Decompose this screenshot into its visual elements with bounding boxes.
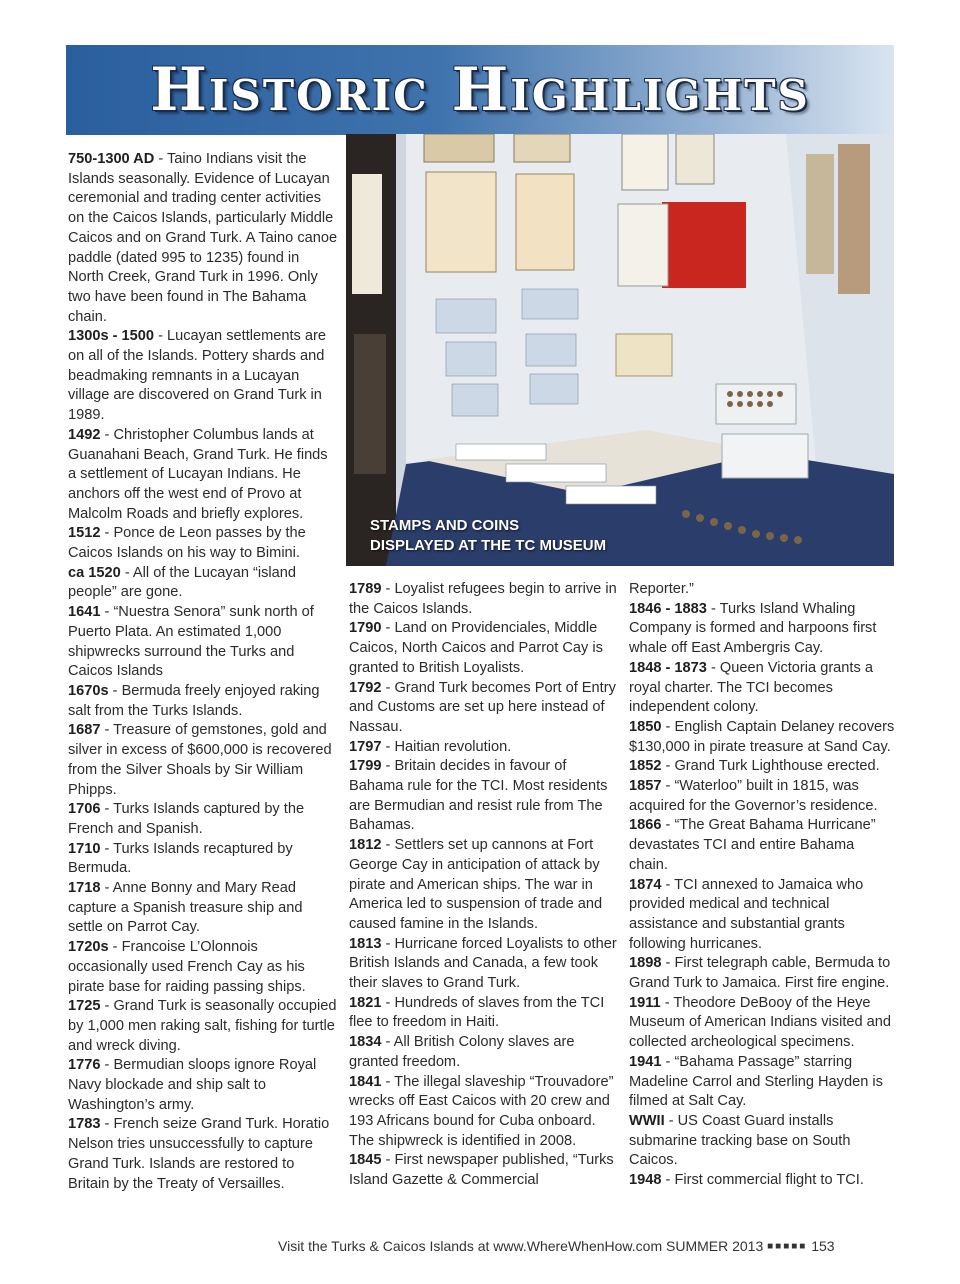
timeline-entry [68, 603, 338, 682]
timeline-entry [629, 1112, 897, 1171]
entry-year: 1725 [68, 998, 101, 1015]
entry-year: 1512 [68, 525, 101, 542]
timeline-entry [349, 1073, 617, 1152]
timeline-entry [349, 619, 617, 678]
museum-photo [346, 134, 894, 566]
timeline-entry [629, 600, 897, 659]
timeline-entry [349, 994, 617, 1033]
entry-year: 1670s [68, 682, 109, 699]
entry-text: - The illegal slaveship “Trouvadore” wrecks off East Caicos with 20 crew and 193 Africans bound for Cuba onboard. The shipwreck is identified in 2008. [349, 1073, 614, 1149]
timeline-entry [349, 935, 617, 994]
entry-text: - Lucayan settlements are on all of the Islands. Pottery shards and beadmaking remnants in a Lucayan village are discovered on Grand Turk in 1989. [68, 328, 326, 424]
entry-year: 1813 [349, 935, 382, 952]
entry-text: - First commercial flight to TCI. [661, 1172, 864, 1189]
timeline-entry [68, 1056, 338, 1115]
photo-caption [370, 516, 606, 556]
timeline-entry [349, 679, 617, 738]
timeline-entry [68, 564, 338, 603]
timeline-entry [629, 816, 897, 875]
timeline-entry [629, 580, 897, 600]
entry-year: 1857 [629, 778, 662, 795]
entry-year: 1898 [629, 955, 662, 972]
entry-year: 1841 [349, 1073, 382, 1090]
timeline-entry [629, 777, 897, 816]
entry-year: 1812 [349, 837, 382, 854]
entry-text: - All British Colony slaves are granted freedom. [349, 1034, 575, 1070]
entry-year: ca 1520 [68, 564, 121, 581]
entry-year: 1783 [68, 1116, 101, 1133]
footer-dots: ■■■■■ [767, 1241, 808, 1252]
entry-text: - Anne Bonny and Mary Read capture a Spanish treasure ship and settle on Parrot Cay. [68, 880, 303, 936]
entry-year: 1948 [629, 1172, 662, 1189]
entry-text: - Hurricane forced Loyalists to other British Islands and Canada, a few took their slaves to Grand Turk. [349, 935, 617, 992]
entry-year: 1846 - 1883 [629, 600, 707, 617]
timeline-entry [68, 150, 338, 327]
entry-text: Reporter.” [629, 581, 694, 597]
entry-text: - “Nuestra Senora” sunk north of Puerto Plata. An estimated 1,000 shipwrecks surround the Turks and Caicos Islands [68, 604, 314, 680]
entry-text: - All of the Lucayan “island people” are gone. [68, 564, 296, 601]
entry-text: - Settlers set up cannons at Fort George Cay in anticipation of attack by pirate and American ships. The war in America led to suspension of trade and caused famine in the Islands. [349, 837, 603, 932]
timeline-column-2 [349, 580, 617, 1191]
footer-text: Visit the Turks & Caicos Islands at www.WhereWhenHow.com SUMMER 2013 [278, 1238, 768, 1254]
entry-year: 1792 [349, 679, 382, 696]
entry-year: 1845 [349, 1152, 382, 1169]
entry-text: - Bermuda freely enjoyed raking salt from the Turks Islands. [68, 682, 320, 719]
timeline-column-3 [629, 580, 897, 1191]
caption-line-2: DISPLAYED AT THE TC MUSEUM [370, 537, 607, 554]
title-banner [66, 45, 894, 135]
entry-year: 1850 [629, 718, 662, 735]
timeline-entry [68, 840, 338, 879]
entry-year: 1687 [68, 722, 101, 739]
entry-year: 1834 [349, 1034, 382, 1051]
timeline-entry [68, 879, 338, 938]
entry-text: - English Captain Delaney recovers $130,000 in pirate treasure at Sand Cay. [629, 718, 895, 755]
entry-text: - Britain decides in favour of Bahama rule for the TCI. Most residents are Bermudian and resist rule from The Bahamas. [349, 758, 608, 834]
page-title: Historic Highlights [150, 55, 810, 125]
timeline-entry [68, 800, 338, 839]
entry-text: - Francoise L’Olonnois occasionally used French Cay as his pirate base for raiding passing ships. [68, 939, 306, 995]
caption-line-1: STAMPS AND COINS [370, 517, 520, 534]
entry-year: 1776 [68, 1057, 101, 1074]
timeline-entry [68, 682, 338, 721]
timeline-entry [349, 1151, 617, 1190]
timeline-entry [629, 954, 897, 993]
entry-text: - “Waterloo” built in 1815, was acquired for the Governor’s residence. [629, 778, 878, 814]
timeline-entry [68, 938, 338, 997]
entry-year: 1641 [68, 604, 101, 621]
timeline-column-1 [68, 150, 338, 1194]
timeline-entry [349, 1033, 617, 1072]
entry-text: - Taino Indians visit the Islands seasonally. Evidence of Lucayan ceremonial and trading center activities on the Caicos Islands, particularly Middle Caicos and on Grand Turk. A Taino canoe paddle (dated 995 to 1235) found in North Creek, Grand Turk in 1996. Only two have been found in The Bahama chain. [68, 151, 338, 325]
timeline-entry [68, 721, 338, 800]
entry-text: - Theodore DeBooy of the Heye Museum of American Indians visited and collected archeological specimens. [629, 994, 892, 1051]
entry-text: - Grand Turk is seasonally occupied by 1,000 men raking salt, fishing for turtle and wreck diving. [68, 998, 337, 1054]
entry-text: - Ponce de Leon passes by the Caicos Islands on his way to Bimini. [68, 525, 306, 562]
entry-text: - Grand Turk Lighthouse erected. [661, 758, 880, 775]
entry-year: 1852 [629, 758, 662, 775]
entry-year: 1799 [349, 758, 382, 775]
timeline-entry [629, 1053, 897, 1112]
entry-year: 1866 [629, 817, 662, 834]
entry-year: 1874 [629, 876, 662, 893]
timeline-entry [68, 426, 338, 525]
entry-year: 750-1300 AD [68, 151, 155, 167]
entry-year: 1720s [68, 939, 109, 956]
entry-year: 1911 [629, 994, 661, 1011]
entry-year: 1848 - 1873 [629, 659, 707, 676]
entry-text: - Loyalist refugees begin to arrive in the Caicos Islands. [349, 581, 617, 617]
timeline-entry [349, 836, 617, 935]
entry-text: - Hundreds of slaves from the TCI flee to freedom in Haiti. [349, 994, 605, 1031]
page-number: 153 [811, 1238, 835, 1254]
timeline-entry [68, 1115, 338, 1194]
stamps-display-image [346, 134, 894, 566]
entry-text: - Queen Victoria grants a royal charter. The TCI becomes independent colony. [629, 659, 873, 716]
entry-year: 1718 [68, 880, 101, 897]
timeline-entry [349, 580, 617, 619]
entry-text: - Turks Islands captured by the French and Spanish. [68, 801, 305, 837]
timeline-entry [629, 876, 897, 955]
timeline-entry [629, 1171, 897, 1191]
entry-text: - First newspaper published, “Turks Island Gazette & Commercial [349, 1152, 614, 1189]
entry-text: - “Bahama Passage” starring Madeline Carrol and Sterling Hayden is filmed at Salt Cay. [629, 1053, 883, 1110]
timeline-entry [349, 738, 617, 758]
timeline-entry [629, 757, 897, 777]
entry-year: 1797 [349, 738, 382, 755]
entry-year: 1789 [349, 581, 382, 597]
timeline-entry [68, 997, 338, 1056]
entry-text: - Haitian revolution. [381, 738, 512, 755]
entry-text: - US Coast Guard installs submarine tracking base on South Caicos. [629, 1112, 851, 1169]
entry-text: - TCI annexed to Jamaica who provided medical and technical assistance and substantial grants following hurricanes. [629, 876, 864, 952]
timeline-entry [629, 994, 897, 1053]
timeline-entry [349, 757, 617, 836]
entry-year: 1300s - 1500 [68, 328, 155, 345]
entry-year: 1706 [68, 801, 101, 818]
entry-year: 1710 [68, 840, 101, 857]
timeline-entry [68, 524, 338, 563]
entry-text: - Christopher Columbus lands at Guanahani Beach, Grand Turk. He finds a settlement of Lucayan Indians. He anchors off the west end of Provo at Malcolm Roads and briefly explores. [68, 426, 328, 522]
timeline-entry [629, 659, 897, 718]
timeline-entry [629, 718, 897, 757]
entry-text: - Turks Islands recaptured by Bermuda. [68, 840, 293, 877]
entry-text: - Treasure of gemstones, gold and silver in excess of $600,000 is recovered from the Silver Shoals by Sir William Phipps. [68, 722, 332, 798]
entry-year: WWII [629, 1112, 665, 1129]
page-footer [278, 1238, 835, 1254]
entry-text: - French seize Grand Turk. Horatio Nelson tries unsuccessfully to capture Grand Turk. Islands are restored to Britain by the Treaty of Versailles. [68, 1116, 330, 1192]
entry-text: - Land on Providenciales, Middle Caicos, North Caicos and Parrot Cay is granted to British Loyalists. [349, 620, 603, 676]
entry-text: - First telegraph cable, Bermuda to Grand Turk to Jamaica. First fire engine. [629, 955, 891, 992]
entry-year: 1941 [629, 1053, 662, 1070]
entry-text: - Bermudian sloops ignore Royal Navy blockade and ship salt to Washington’s army. [68, 1057, 317, 1113]
entry-year: 1790 [349, 620, 382, 637]
entry-year: 1492 [68, 426, 101, 443]
timeline-entry [68, 327, 338, 426]
entry-text: - “The Great Bahama Hurricane” devastates TCI and entire Bahama chain. [629, 817, 876, 873]
entry-year: 1821 [349, 994, 382, 1011]
entry-text: - Grand Turk becomes Port of Entry and Customs are set up here instead of Nassau. [349, 679, 616, 735]
entry-text: - Turks Island Whaling Company is formed and harpoons first whale off East Ambergris Cay. [629, 600, 877, 657]
